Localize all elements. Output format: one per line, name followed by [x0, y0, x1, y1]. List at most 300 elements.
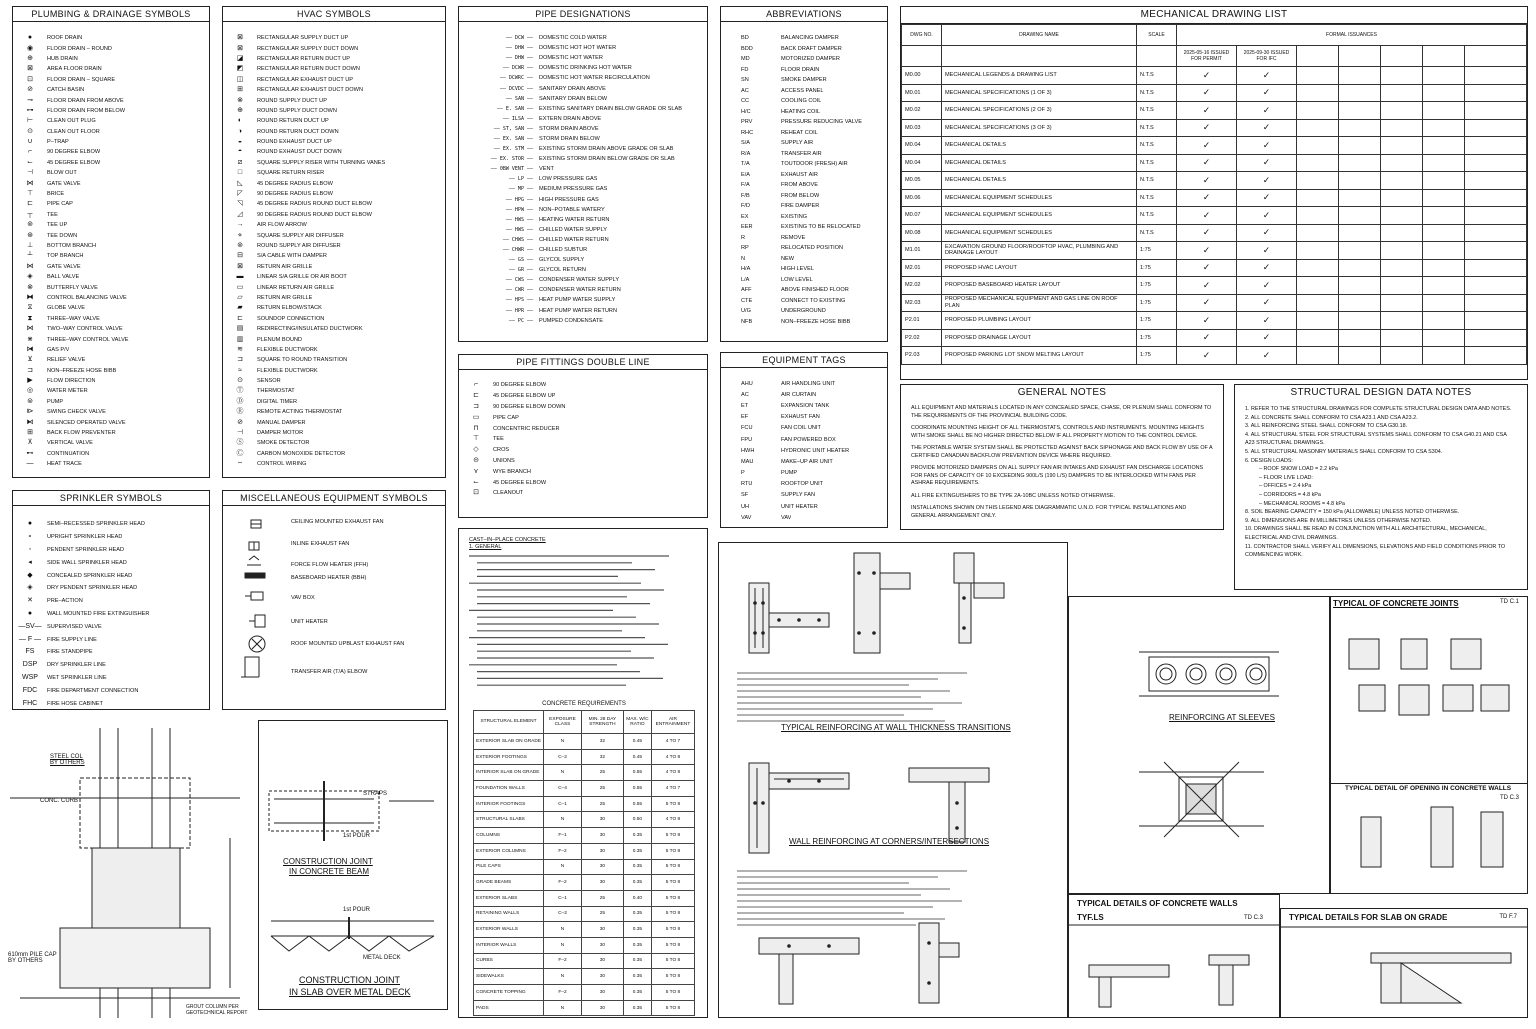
hvac-symbol: ⊠ [237, 262, 243, 270]
equipment-label: FAN COIL UNIT [781, 425, 821, 432]
fittings-label: PIPE CAP [493, 414, 519, 421]
equipment-symbol: P [741, 470, 745, 477]
abbrev-item [721, 159, 887, 170]
concrete-cell: C–2 [544, 749, 582, 765]
hvac-label: RETURN AIR GRILLE [257, 294, 313, 301]
hvac-label: SQUARE SUPPLY AIR DIFFUSER [257, 232, 344, 239]
hvac-item [223, 334, 445, 344]
concrete-cell: 0.55 [623, 765, 651, 781]
hvac-symbol: ⊘ [237, 418, 243, 426]
equipment-symbol: AC [741, 391, 749, 398]
abbrev-symbol: AC [741, 87, 749, 94]
abbrev-label: FROM BELOW [781, 192, 820, 199]
general-notes [900, 384, 1224, 530]
plumbing-label: PIPE CAP [47, 201, 73, 208]
plumbing-label: HUB DRAIN [47, 55, 78, 62]
concrete-cell: 0.55 [623, 781, 651, 797]
hvac-label: MANUAL DAMPER [257, 419, 306, 426]
pipe-symbol: —— EX. STM —— [493, 146, 533, 153]
fittings-item [459, 412, 707, 423]
hvac-symbol: Ⓒ [236, 449, 244, 457]
plumbing-symbol: ⧐ [26, 408, 34, 416]
concrete-cell: 0.35 [623, 922, 651, 938]
abbrev-symbol: H/C [741, 108, 751, 115]
sprinkler-item [13, 646, 209, 659]
drawing-name: PROPOSED MECHANICAL EQUIPMENT AND GAS LINE ON ROOF PLAN [942, 294, 1137, 312]
hvac-symbol: ⊠ [237, 34, 243, 42]
general-note: ALL FIRE EXTINGUISHERS TO BE TYPE 2A-10BC UNLESS NOTED OTHERWISE. [911, 492, 1115, 499]
sprinkler-item [13, 556, 209, 569]
plumbing-list [13, 22, 209, 469]
hvac-symbol: ⊕ [237, 106, 243, 114]
hvac-symbol: ◑ [237, 127, 243, 135]
abbrev-symbol: F/D [741, 203, 751, 210]
structural-note: 11. CONTRACTOR SHALL VERIFY ALL DIMENSIONS, ELEVATIONS AND FIELD CONDITIONS PRIOR TO COMMENCING WORK. [1245, 543, 1506, 559]
issue-check-icon: ✓ [1177, 137, 1237, 155]
col-drawing-name: DRAWING NAME [942, 25, 1137, 46]
sprinkler-symbol: FHC [22, 699, 38, 707]
concrete-cell: 25 [581, 781, 623, 797]
plumbing-label: PUMP [47, 398, 64, 405]
plumbing-item [13, 366, 209, 376]
concrete-subheading: 1. GENERAL [469, 543, 502, 550]
pipe-label: CONDENSER WATER RETURN [539, 287, 621, 294]
pipe-label: MEDIUM PRESSURE GAS [539, 186, 608, 193]
issue-check-icon: ✓ [1237, 207, 1297, 225]
hvac-symbol: ⊠ [237, 44, 243, 52]
rebar-dot [787, 779, 791, 783]
hvac-item [223, 178, 445, 188]
concrete-cell: N [544, 969, 582, 985]
issue-check-icon: ✓ [1177, 277, 1237, 295]
equipment-symbol: RTU [741, 481, 753, 488]
abbrev-label: FROM ABOVE [781, 182, 818, 189]
sprinkler-item [13, 569, 209, 582]
plumbing-label: CONTINUATION [47, 450, 90, 457]
concrete-cell: 4 TO 7 [651, 781, 694, 797]
sprinkler-symbol: —SV— [18, 622, 42, 630]
dwg-no: P2.03 [902, 347, 942, 365]
rebar-dot [857, 631, 861, 635]
pipe-title: PIPE DESIGNATIONS [459, 7, 707, 22]
drawing-row [902, 329, 1527, 347]
equipment-item [721, 434, 887, 445]
concrete-header: AIR ENTRAINMENT [651, 711, 694, 734]
plumbing-item [13, 272, 209, 282]
plumbing-item [13, 324, 209, 334]
plumbing-item [13, 85, 209, 95]
pipe-label: DOMESTIC COLD WATER [539, 35, 607, 42]
equipment-item [721, 468, 887, 479]
fittings-symbol: ⊡ [473, 489, 479, 497]
concrete-row [474, 1000, 695, 1016]
pipe-symbol: —— PC —— [508, 317, 533, 324]
opening-walls-title: TYPICAL DETAIL OF OPENING IN CONCRETE WALLS [1345, 785, 1512, 792]
concrete-cell: 0.45 [623, 734, 651, 750]
concrete-row [474, 781, 695, 797]
plumbing-item [13, 293, 209, 303]
hvac-label: 45 DEGREE RADIUS ELBOW [257, 180, 333, 187]
tyfls-label: TYF.LS [1077, 913, 1104, 922]
equipment-label: MAKE–UP AIR UNIT [781, 458, 833, 465]
equipment-item [721, 445, 887, 456]
fittings-label: CROS [493, 447, 510, 454]
hvac-item [223, 386, 445, 396]
concrete-cell: 0.35 [623, 937, 651, 953]
drawing-scale: 1:75 [1137, 242, 1177, 260]
concrete-cell: EXTERIOR FOOTINGS [474, 749, 544, 765]
fittings-label: 90 DEGREE ELBOW DOWN [493, 403, 566, 410]
plumbing-item [13, 251, 209, 261]
hvac-symbol: ▭ [236, 283, 244, 291]
hvac-symbol: ▰ [237, 304, 243, 312]
structural-note: 3. ALL REINFORCING STEEL SHALL CONFORM TO CSA G30.18. [1245, 423, 1408, 430]
structural-note: – MECHANICAL ROOMS = 4.8 kPa [1259, 500, 1345, 507]
abbrev-label: PRESSURE REDUCING VALVE [781, 119, 862, 126]
drawing-name: PROPOSED HVAC LAYOUT [942, 259, 1137, 277]
pipe-label: HEATING WATER RETURN [539, 216, 610, 223]
concrete-cell: PADS [474, 1000, 544, 1016]
pipe-label: HEAT PUMP WATER RETURN [539, 307, 618, 314]
hvac-symbol: ◐ [237, 117, 243, 125]
abbrev-item [721, 317, 887, 328]
drawing-row [902, 154, 1527, 172]
pipe-symbol: —— HPW —— [505, 206, 533, 213]
hvac-item [223, 33, 445, 43]
issue-check-icon: ✓ [1237, 347, 1297, 365]
general-note: PROVIDE MOTORIZED DAMPERS ON ALL SUPPLY FAN AIR INTAKES AND EXHAUST FAN DISCHARGE LOCATIONS FOR FANS OF CAPACITY OF 10 EXCEEDING 900L/S (190 L/S) DAMPERS TO BE INTERLOCKED WITH FANS PER ASHRAE REQUIREMENTS. [911, 465, 1204, 486]
abbrev-label: SMOKE DAMPER [781, 77, 827, 84]
concrete-cell: 30 [581, 937, 623, 953]
concrete-cell: CURBS [474, 953, 544, 969]
abbrev-label: COOLING COIL [781, 98, 822, 105]
drawing-name: EXCAVATION GROUND FLOOR/ROOFTOP HVAC, PLUMBING AND DRAINAGE LAYOUT [942, 242, 1137, 260]
concrete-cell: FOUNDATION WALLS [474, 781, 544, 797]
misc-symbols [223, 507, 446, 707]
equipment-label: HYDRONIC UNIT HEATER [781, 447, 850, 454]
sprinkler-label: FIRE STANDPIPE [47, 649, 93, 656]
hvac-label: SMOKE DETECTOR [257, 440, 310, 447]
structural-notes-title: STRUCTURAL DESIGN DATA NOTES [1290, 387, 1472, 398]
abbreviations [720, 6, 888, 342]
drawing-row [902, 277, 1527, 295]
plumbing-label: CATCH BASIN [47, 87, 85, 94]
plumbing-label: TEE [47, 211, 58, 218]
pipe-symbol: —— DHW —— [505, 55, 533, 62]
abbrev-symbol: T/A [741, 161, 750, 168]
hvac-label: ROUND EXHAUST DUCT DOWN [257, 149, 342, 156]
sprinkler-item [13, 697, 209, 710]
abbrev-label: FLOOR DRAIN [781, 66, 820, 73]
concrete-cell: 0.35 [623, 875, 651, 891]
plumbing-label: TEE UP [47, 222, 68, 229]
hvac-symbol: ⋄ [237, 231, 243, 239]
plumbing-label: CLEAN OUT FLOOR [47, 128, 100, 135]
hvac-label: PLENUM BOUND [257, 336, 303, 343]
misc-label: UNIT HEATER [291, 619, 328, 625]
concrete-cell: 5 TO 8 [651, 969, 694, 985]
slab-on-grade-title: TYPICAL DETAILS FOR SLAB ON GRADE [1289, 913, 1448, 922]
issue-check-icon: ✓ [1237, 312, 1297, 330]
rebar-dot [761, 801, 765, 805]
pipe-symbol: —— EX. SAN —— [493, 135, 533, 142]
pipe-item [459, 33, 707, 43]
abbrev-item [721, 254, 887, 265]
concrete-cell: 5 TO 8 [651, 1000, 694, 1016]
issue-check-icon: ✓ [1177, 154, 1237, 172]
hvac-symbol: ⊗ [237, 96, 243, 104]
slab-drawing [1281, 909, 1528, 1018]
abbrev-label: BALANCING DAMPER [781, 35, 839, 42]
hvac-symbol: Ⓡ [236, 408, 244, 416]
structural-note: 9. ALL DIMENSIONS ARE IN MILLIMETRES UNLESS OTHERWISE NOTED. [1245, 517, 1432, 524]
hvac-item [223, 137, 445, 147]
drawing-name: PROPOSED DRAINAGE LAYOUT [942, 329, 1137, 347]
rebar-dot [753, 631, 757, 635]
sprinkler-symbol: ∘ [27, 533, 33, 541]
hvac-label: CONTROL WIRING [257, 461, 307, 468]
concrete-cell: 4 TO 7 [651, 734, 694, 750]
misc-label: TRANSFER AIR (T/A) ELBOW [291, 669, 368, 675]
plumbing-item [13, 137, 209, 147]
plumbing-label: TOP BRANCH [47, 253, 84, 260]
plumbing-label: CLEAN OUT PLUG [47, 118, 96, 125]
plumbing-symbol: ⊏ [27, 200, 33, 208]
equipment-symbol: HWH [741, 447, 755, 454]
structural-note: – ROOF SNOW LOAD = 2.2 kPa [1259, 466, 1338, 473]
pipe-item [459, 104, 707, 114]
plumbing-symbol: ⊙ [27, 127, 33, 135]
abbrev-symbol: U/G [741, 308, 751, 315]
drawing-scale: N.T.S [1137, 154, 1177, 172]
issue-check-icon: ✓ [1237, 84, 1297, 102]
reinforcing-drawing [719, 543, 1068, 1018]
issue-check-icon: ✓ [1177, 172, 1237, 190]
hvac-label: ROUND RETURN DUCT UP [257, 118, 329, 125]
pipe-symbol: —— CWR —— [505, 287, 533, 294]
plumbing-symbol: ⧑ [26, 418, 34, 426]
plumbing-item [13, 282, 209, 292]
pipe-symbol: —— 0BW VENT —— [490, 166, 533, 173]
hvac-symbol: ◹ [237, 200, 243, 208]
hvac-item [223, 147, 445, 157]
sleeve-details [1068, 596, 1330, 894]
issue-check-icon: ✓ [1177, 347, 1237, 365]
abbrev-symbol: MD [741, 56, 750, 63]
plumbing-item [13, 449, 209, 459]
plumbing-label: GATE VALVE [47, 263, 81, 270]
plumbing-label: FLOOR DRAIN – SQUARE [47, 76, 116, 83]
pipe-symbol: —— MP —— [508, 186, 533, 193]
misc-label: VAV BOX [291, 595, 315, 601]
abbrev-item [721, 54, 887, 65]
plumbing-item [13, 178, 209, 188]
concrete-row [474, 953, 695, 969]
issue-check-icon: ✓ [1237, 137, 1297, 155]
plumbing-item [13, 220, 209, 230]
fittings-item [459, 488, 707, 499]
hvac-label: RECTANGULAR RETURN DUCT DOWN [257, 66, 360, 73]
plumbing-symbol: ◎ [26, 387, 34, 395]
equipment-label: PUMP [781, 470, 798, 477]
issue-check-icon: ✓ [1237, 224, 1297, 242]
hvac-label: ROUND SUPPLY DUCT DOWN [257, 107, 337, 114]
hvac-symbol: ◫ [236, 75, 244, 83]
plumbing-symbol: ⊛ [27, 231, 33, 239]
fittings-item [459, 434, 707, 445]
drawing-scale: 1:75 [1137, 347, 1177, 365]
drawing-list-title: MECHANICAL DRAWING LIST [901, 7, 1527, 24]
drawing-name: MECHANICAL DETAILS [942, 172, 1137, 190]
hvac-label: FLEXIBLE DUCTWORK [257, 346, 318, 353]
abbrev-symbol: RHC [741, 129, 754, 136]
abbrev-label: REHEAT COIL [781, 129, 818, 136]
hvac-label: ROUND EXHAUST DUCT UP [257, 139, 332, 146]
structural-note: – FLOOR LIVE LOAD: [1259, 474, 1313, 481]
sprinkler-symbol: ◈ [27, 584, 33, 592]
abbrev-symbol: BDD [741, 45, 753, 52]
concrete-cell: F–2 [544, 843, 582, 859]
pipe-item [459, 174, 707, 184]
equipment-symbol: FCU [741, 425, 753, 432]
sprinkler-label: FIRE SUPPLY LINE [47, 636, 97, 643]
sprinkler-symbol: WSP [22, 673, 38, 681]
plumbing-symbol: ⧗ [27, 314, 33, 322]
straps-label: STRAPS [363, 791, 388, 797]
concrete-joints-title: TYPICAL OF CONCRETE JOINTS [1333, 599, 1459, 608]
rebar-dot [857, 571, 861, 575]
dwg-no: M2.01 [902, 259, 942, 277]
pipe-label: CONDENSER WATER SUPPLY [539, 277, 620, 284]
plumbing-item [13, 438, 209, 448]
plumbing-label: ROOF DRAIN [47, 35, 83, 42]
plumbing-item [13, 397, 209, 407]
abbrev-label: NEW [781, 255, 795, 262]
concrete-cell: 4 TO 8 [651, 812, 694, 828]
hvac-label: RETURN AIR GRILLE [257, 263, 313, 270]
abbrev-label: LOW LEVEL [781, 276, 813, 283]
pipe-item [459, 275, 707, 285]
fittings-symbol: ⊏ [473, 392, 479, 400]
plumbing-item [13, 303, 209, 313]
pipe-symbol: —— DCVDC —— [499, 85, 533, 92]
drawing-scale: N.T.S [1137, 224, 1177, 242]
concrete-cell: 30 [581, 922, 623, 938]
hvac-label: AIR FLOW ARROW [257, 222, 307, 229]
hvac-item [223, 407, 445, 417]
concrete-cell: EXTERIOR COLUMNS [474, 843, 544, 859]
hvac-label: DIGITAL TIMER [257, 398, 297, 405]
plumbing-label: 45 DEGREE ELBOW [47, 159, 101, 166]
drawing-name: MECHANICAL EQUIPMENT SCHEDULES [942, 189, 1137, 207]
sprinkler-item [13, 633, 209, 646]
hvac-symbol: ◒ [237, 138, 243, 146]
pipe-label: NON–POTABLE WATERY [539, 206, 605, 213]
rebar-dot [872, 571, 876, 575]
concrete-cell: 5 TO 8 [651, 937, 694, 953]
plumbing-label: THREE–WAY CONTROL VALVE [47, 336, 129, 343]
hvac-label: SQUARE RETURN RISER [257, 170, 325, 177]
pipe-label: GLYCOL SUPPLY [539, 257, 585, 264]
pipe-symbol: —— CWS —— [505, 277, 533, 284]
pipe-symbol: —— HPG —— [505, 196, 533, 203]
hvac-item [223, 168, 445, 178]
plumbing-symbol: ◈ [27, 273, 33, 281]
pipe-symbol: —— DCWRC —— [499, 75, 533, 82]
abbrev-item [721, 170, 887, 181]
misc-label: INLINE EXHAUST FAN [291, 541, 350, 547]
pipe-item [459, 164, 707, 174]
issue-2-header: 2025-09-30 ISSUED FOR IFC [1237, 46, 1297, 67]
joints-drawing [1331, 597, 1528, 894]
fittings-symbol: ⋎ [473, 467, 479, 475]
hvac-item [223, 95, 445, 105]
issue-check-icon: ✓ [1177, 84, 1237, 102]
issue-check-icon: ✓ [1177, 224, 1237, 242]
concrete-row [474, 765, 695, 781]
plumbing-legend [12, 6, 210, 478]
pipe-label: EXISTING STORM DRAIN ABOVE GRADE OR SLAB [539, 146, 674, 153]
hvac-legend [222, 6, 446, 478]
plumbing-symbol: ⧓ [26, 293, 34, 301]
equipment-symbol: VAV [741, 514, 752, 521]
concrete-cell: INTERIOR WALLS [474, 937, 544, 953]
issue-check-icon: ✓ [1177, 102, 1237, 120]
rebar-dot [955, 801, 959, 805]
hvac-symbol: ⊟ [237, 252, 243, 260]
plumbing-symbol: ⊶ [26, 106, 34, 114]
pipe-symbol: —— GS —— [508, 257, 533, 264]
hvac-symbol: ▱ [237, 293, 243, 301]
general-note: ALL EQUIPMENT AND MATERIALS LOCATED IN ANY CONCEALED SPACE, CHASE, OR PLENUM SHALL CONFORM TO THE REQUIREMENTS OF THE PROVINCIAL BUILDING CODE. [911, 405, 1212, 419]
drawing-scale: N.T.S [1137, 137, 1177, 155]
abbrev-label: TRANSFER AIR [781, 150, 822, 157]
drawing-row [902, 172, 1527, 190]
abbrev-label: CONNECT TO EXISTING [781, 297, 846, 304]
drawing-row [902, 189, 1527, 207]
concrete-cell: 5 TO 8 [651, 890, 694, 906]
abbrev-label: SUPPLY AIR [781, 140, 814, 147]
plumbing-label: GATE VALVE [47, 180, 81, 187]
concrete-cell: SIDEWALKS [474, 969, 544, 985]
concrete-cell: 0.35 [623, 843, 651, 859]
concrete-cell: CONCRETE TOPPING [474, 985, 544, 1001]
structural-note: 8. SOIL BEARING CAPACITY = 150 kPa (ALLOWABLE) UNLESS NOTED OTHERWISE. [1245, 509, 1460, 516]
pipe-label: HEAT PUMP WATER SUPPLY [539, 297, 616, 304]
sprinkler-label: DRY SPRINKLER LINE [47, 662, 106, 669]
drawing-scale: N.T.S [1137, 67, 1177, 85]
concrete-cell: EXTERIOR SLAB ON GRADE [474, 734, 544, 750]
abbrev-item [721, 86, 887, 97]
pipe-item [459, 134, 707, 144]
concrete-cell: COLUMNS [474, 828, 544, 844]
misc-label: BASEBOARD HEATER (BBH) [291, 575, 367, 581]
structural-note: 4. ALL STRUCTURAL STEEL FOR STRUCTURAL SYSTEMS SHALL CONFORM TO CSA G40.21 AND CSA A23 STRUCTURAL DRAWINGS. [1245, 431, 1507, 447]
tag-td-c1: TD C.1 [1499, 599, 1519, 605]
concrete-cell: 5 TO 8 [651, 796, 694, 812]
plumbing-item [13, 158, 209, 168]
hvac-label: 45 DEGREE RADIUS ROUND DUCT ELBOW [257, 201, 372, 208]
plumbing-label: FLOOR DRAIN – ROUND [47, 45, 112, 52]
rebar-dot [827, 944, 831, 948]
plumbing-item [13, 33, 209, 43]
hvac-symbol: ⊙ [237, 377, 243, 385]
drawing-scale: N.T.S [1137, 189, 1177, 207]
abbrev-item [721, 180, 887, 191]
sprinkler-label: FIRE HOSE CABINET [47, 700, 103, 707]
plumbing-item [13, 314, 209, 324]
issue-check-icon: ✓ [1177, 329, 1237, 347]
